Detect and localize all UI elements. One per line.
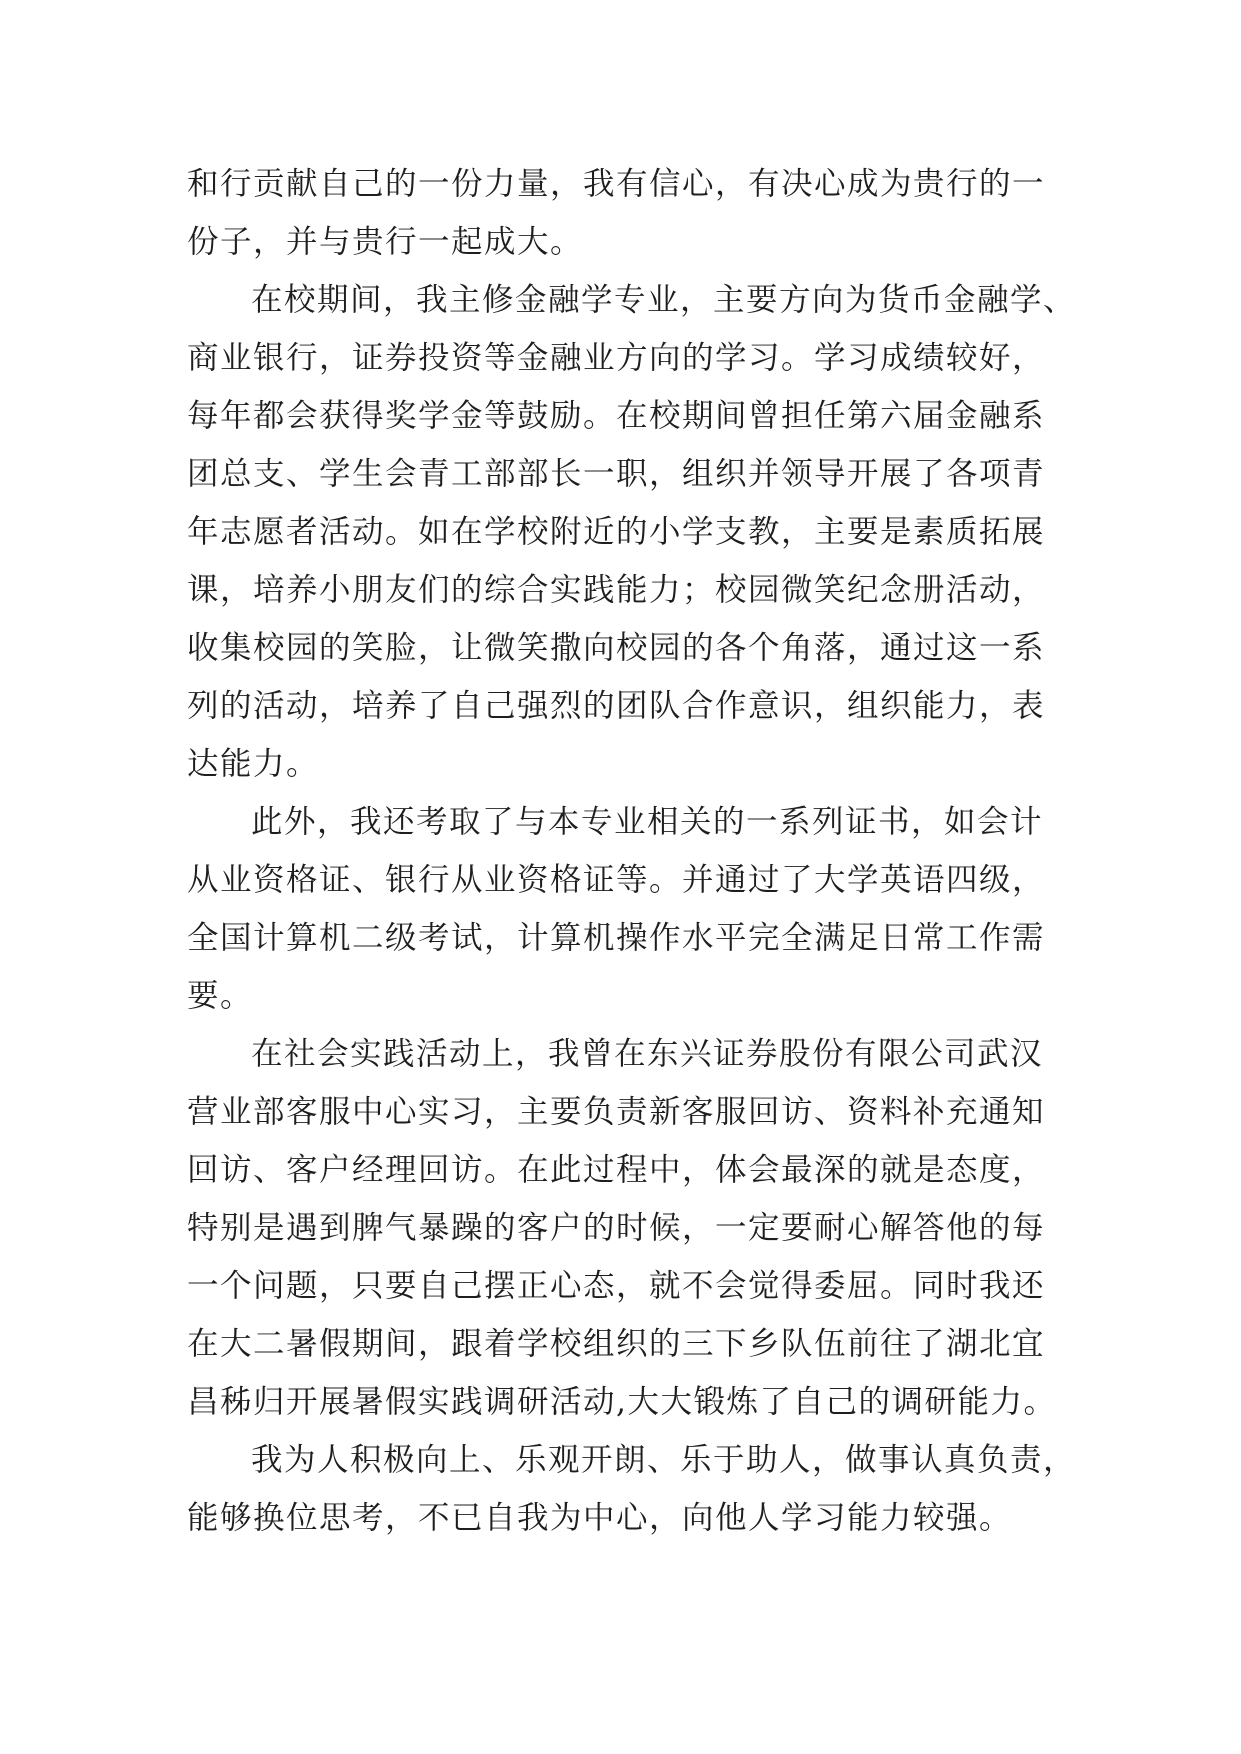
paragraph-3 (187, 793, 1067, 1025)
text-line: 回访、客户经理回访。在此过程中，体会最深的就是态度， (187, 1152, 1046, 1188)
text-line: 在校期间，我主修金融学专业，主要方向为货币金融学、 (251, 282, 1077, 318)
text-line: 此外，我还考取了与本专业相关的一系列证书，如会计 (251, 804, 1044, 840)
document-body (187, 155, 1077, 1547)
text-line: 一个问题，只要自己摆正心态，就不会觉得委屈。同时我还 (187, 1268, 1046, 1304)
paragraph-5 (187, 1431, 1077, 1547)
text-line: 收集校园的笑脸，让微笑撒向校园的各个角落，通过这一系 (187, 630, 1046, 666)
paragraph-4 (187, 1025, 1067, 1431)
text-line: 每年都会获得奖学金等鼓励。在校期间曾担任第六届金融系 (187, 398, 1046, 434)
text-line: 要。 (187, 978, 254, 1014)
text-line: 全国计算机二级考试，计算机操作水平完全满足日常工作需 (187, 920, 1046, 956)
text-line: 年志愿者活动。如在学校附近的小学支教，主要是素质拓展 (187, 514, 1046, 550)
text-line: 商业银行，证券投资等金融业方向的学习。学习成绩较好， (187, 340, 1046, 376)
text-line: 份子，并与贵行一起成大。 (187, 224, 584, 260)
text-line: 特别是遇到脾气暴躁的客户的时候，一定要耐心解答他的每 (187, 1210, 1046, 1246)
text-line: 在大二暑假期间，跟着学校组织的三下乡队伍前往了湖北宜 (187, 1326, 1046, 1362)
text-line: 和行贡献自己的一份力量，我有信心，有决心成为贵行的一 (187, 166, 1046, 202)
paragraph-1 (187, 155, 1067, 271)
text-line: 昌秭归开展暑假实践调研活动,大大锻炼了自己的调研能力。 (187, 1384, 1057, 1420)
text-line: 能够换位思考，不已自我为中心，向他人学习能力较强。 (187, 1500, 1013, 1536)
text-line: 达能力。 (187, 746, 320, 782)
text-line: 团总支、学生会青工部部长一职，组织并领导开展了各项青 (187, 456, 1046, 492)
text-line: 在社会实践活动上，我曾在东兴证券股份有限公司武汉 (251, 1036, 1044, 1072)
text-line: 从业资格证、银行从业资格证等。并通过了大学英语四级， (187, 862, 1046, 898)
text-line: 列的活动，培养了自己强烈的团队合作意识，组织能力，表 (187, 688, 1046, 724)
paragraph-2 (187, 271, 1077, 793)
text-line: 营业部客服中心实习，主要负责新客服回访、资料补充通知 (187, 1094, 1046, 1130)
text-line: 课，培养小朋友们的综合实践能力；校园微笑纪念册活动， (187, 572, 1046, 608)
text-line: 我为人积极向上、乐观开朗、乐于助人，做事认真负责， (251, 1442, 1077, 1478)
